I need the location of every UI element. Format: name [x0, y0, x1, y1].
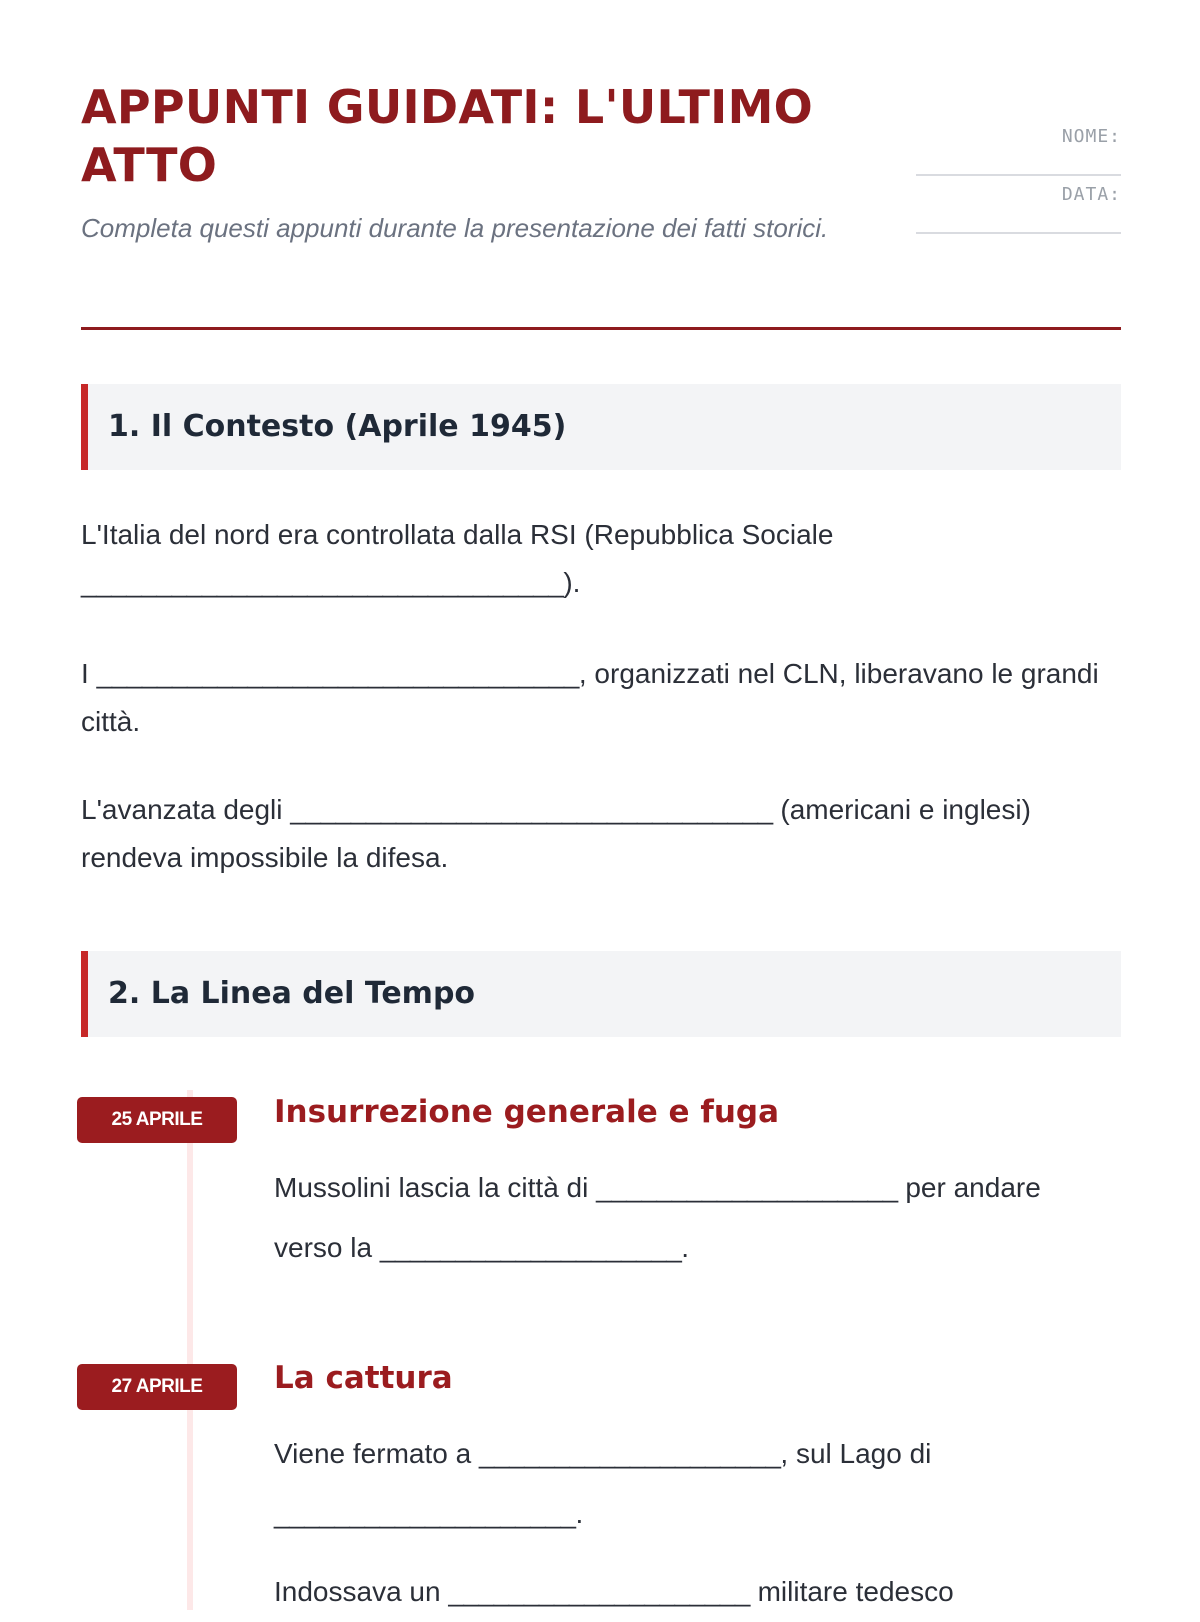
page-subtitle: Completa questi appunti durante la presentazione dei fatti storici.	[81, 213, 829, 243]
event-title: La cattura	[274, 1360, 453, 1396]
text-segment: .	[575, 1498, 584, 1529]
text-segment: .	[681, 1232, 690, 1263]
text-segment: militare tedesco	[749, 1576, 954, 1607]
date-badge: 25 APRILE	[77, 1097, 237, 1143]
text-segment: , organizzati nel CLN, liberavano le grandi città.	[81, 658, 1099, 737]
event-text	[274, 1158, 1114, 1278]
fill-blank[interactable]: ________________________________	[96, 658, 579, 689]
header-divider	[81, 327, 1121, 330]
section-2-header	[81, 951, 1121, 1037]
section-2-heading: 2. La Linea del Tempo	[108, 976, 476, 1011]
worksheet-page	[81, 0, 1121, 1607]
fill-blank[interactable]: ____________________	[448, 1576, 750, 1607]
text-segment: , sul Lago di	[780, 1438, 932, 1469]
fill-blank[interactable]: ____________________	[478, 1438, 781, 1469]
text-segment: I	[81, 658, 97, 689]
text-segment: Indossava un	[274, 1576, 449, 1607]
timeline-line	[187, 1090, 193, 1610]
date-badge: 27 APRILE	[77, 1364, 237, 1410]
text-segment: per andare verso la	[274, 1172, 1041, 1263]
fill-blank[interactable]: ________________________________	[81, 567, 564, 598]
fill-blank[interactable]: ________________________________	[290, 794, 773, 825]
fill-blank[interactable]: ____________________	[596, 1172, 898, 1203]
text-segment: ).	[563, 567, 581, 598]
context-paragraph-3	[81, 786, 1121, 882]
date-field[interactable]	[916, 176, 1121, 234]
event-text	[274, 1424, 1114, 1544]
section-1-header	[81, 384, 1121, 470]
context-paragraph-2	[81, 650, 1121, 746]
page-title: APPUNTI GUIDATI: L'ULTIMO ATTO	[81, 80, 814, 192]
text-segment: Viene fermato a	[274, 1438, 479, 1469]
fill-blank[interactable]: ____________________	[379, 1232, 682, 1263]
event-text	[274, 1562, 1114, 1622]
fill-blank[interactable]: ____________________	[274, 1498, 576, 1529]
text-segment: (americani e inglesi) rendeva impossibile la difesa.	[81, 794, 1031, 873]
context-paragraph-1	[81, 511, 1121, 607]
name-field[interactable]	[916, 118, 1121, 176]
text-segment: L'Italia del nord era controllata dalla RSI (Repubblica Sociale	[81, 519, 834, 550]
event-title: Insurrezione generale e fuga	[274, 1094, 780, 1130]
section-1-heading: 1. Il Contesto (Aprile 1945)	[108, 409, 567, 444]
student-info-fields	[916, 118, 1121, 234]
date-field-label: DATA:	[1061, 184, 1121, 205]
text-segment: L'avanzata degli	[81, 794, 291, 825]
name-field-label: NOME:	[1061, 126, 1121, 147]
text-segment: Mussolini lascia la città di	[274, 1172, 597, 1203]
